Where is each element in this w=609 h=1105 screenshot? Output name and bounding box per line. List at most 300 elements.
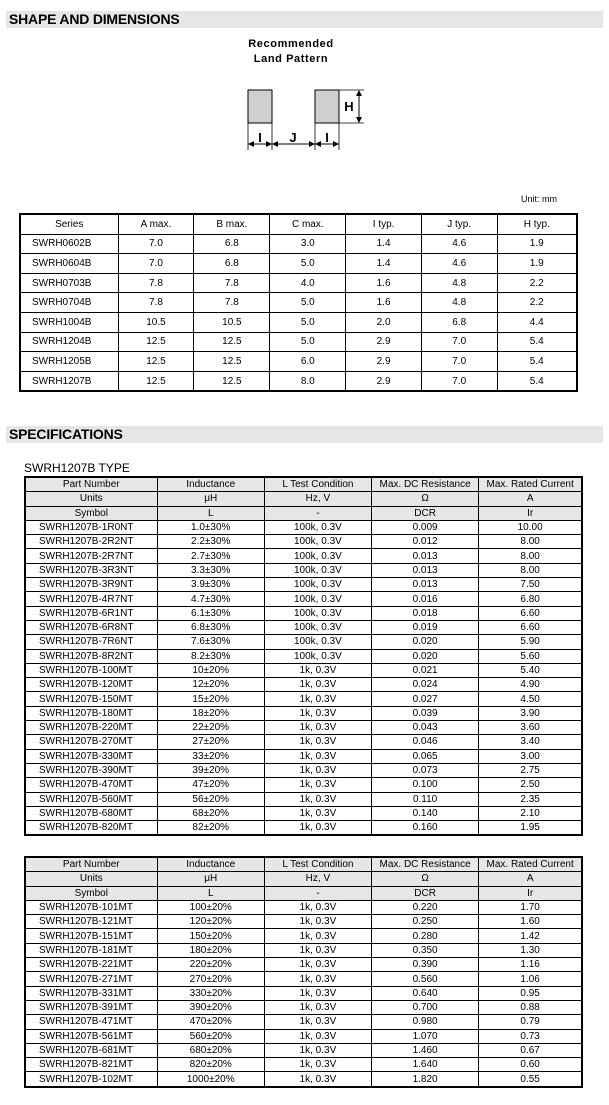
table-cell: 100k, 0.3V xyxy=(264,635,371,649)
table-cell: 680±20% xyxy=(157,1043,264,1057)
table-cell: 0.018 xyxy=(371,606,478,620)
table-cell: 2.9 xyxy=(346,332,422,352)
table-cell: 1k, 0.3V xyxy=(264,663,371,677)
table-cell: 0.95 xyxy=(479,986,582,1000)
table-cell: 100k, 0.3V xyxy=(264,620,371,634)
spec-units-row xyxy=(25,492,582,506)
col-header: Inductance xyxy=(157,477,264,492)
table-cell: 1k, 0.3V xyxy=(264,806,371,820)
table-cell: 6.0 xyxy=(270,352,346,372)
table-cell: 390±20% xyxy=(157,1000,264,1014)
table-cell: 1k, 0.3V xyxy=(264,972,371,986)
part-number-cell: SWRH1207B-2R2NT xyxy=(25,535,157,549)
table-cell: 7.6±30% xyxy=(157,635,264,649)
table-cell: 2.2 xyxy=(497,293,577,313)
dimensions-row xyxy=(20,352,577,372)
part-number-cell: SWRH1207B-101MT xyxy=(25,900,157,914)
spec-row xyxy=(25,929,582,943)
table-cell: 5.4 xyxy=(497,332,577,352)
table-cell: 5.0 xyxy=(270,312,346,332)
table-cell: 180±20% xyxy=(157,943,264,957)
spec-row xyxy=(25,535,582,549)
symbol-cell: L xyxy=(157,506,264,520)
table-cell: 0.013 xyxy=(371,563,478,577)
part-number-cell: SWRH1207B-681MT xyxy=(25,1043,157,1057)
table-cell: 5.60 xyxy=(479,649,582,663)
table-cell: 0.280 xyxy=(371,929,478,943)
table-cell: 0.640 xyxy=(371,986,478,1000)
part-number-cell: SWRH1207B-1R0NT xyxy=(25,520,157,534)
table-cell: 6.8 xyxy=(194,234,270,254)
col-header: I typ. xyxy=(346,214,422,234)
table-cell: 0.60 xyxy=(479,1058,582,1072)
units-cell: Hz, V xyxy=(264,492,371,506)
table-cell: 6.60 xyxy=(479,620,582,634)
table-cell: 1.820 xyxy=(371,1072,478,1087)
land-pattern-diagram xyxy=(236,74,366,156)
spec-row xyxy=(25,1043,582,1057)
table-cell: 0.009 xyxy=(371,520,478,534)
table-cell: 1k, 0.3V xyxy=(264,678,371,692)
spec-row xyxy=(25,1072,582,1087)
units-cell: A xyxy=(479,492,582,506)
symbol-cell: Symbol xyxy=(25,506,157,520)
part-number-cell: SWRH1207B-3R9NT xyxy=(25,578,157,592)
table-cell: 10.5 xyxy=(118,312,194,332)
table-cell: 1.95 xyxy=(479,821,582,836)
table-cell: 6.1±30% xyxy=(157,606,264,620)
table-cell: 0.013 xyxy=(371,578,478,592)
table-cell: 0.013 xyxy=(371,549,478,563)
table-cell: 0.390 xyxy=(371,958,478,972)
land-label-i-left: I xyxy=(258,130,262,145)
symbol-cell: DCR xyxy=(371,506,478,520)
table-cell: 5.0 xyxy=(270,293,346,313)
table-cell: 7.8 xyxy=(118,293,194,313)
table-cell: 1k, 0.3V xyxy=(264,1015,371,1029)
dimensions-row xyxy=(20,234,577,254)
spec-header-row xyxy=(25,857,582,872)
table-cell: 6.8 xyxy=(421,312,497,332)
table-cell: 10.00 xyxy=(479,520,582,534)
table-cell: 10.5 xyxy=(194,312,270,332)
table-cell: 1k, 0.3V xyxy=(264,1043,371,1057)
dimensions-row xyxy=(20,371,577,391)
table-cell: 1.60 xyxy=(479,915,582,929)
part-number-cell: SWRH0604B xyxy=(20,254,118,274)
table-cell: 220±20% xyxy=(157,958,264,972)
table-cell: 100k, 0.3V xyxy=(264,535,371,549)
part-number-cell: SWRH1207B-330MT xyxy=(25,749,157,763)
table-cell: 1.9 xyxy=(497,234,577,254)
table-cell: 1.070 xyxy=(371,1029,478,1043)
units-cell: Ω xyxy=(371,492,478,506)
table-cell: 8.2±30% xyxy=(157,649,264,663)
dimensions-header-row xyxy=(20,214,577,234)
land-label-h: H xyxy=(344,99,354,114)
col-header: J typ. xyxy=(421,214,497,234)
table-cell: 1k, 0.3V xyxy=(264,1000,371,1014)
col-header: H typ. xyxy=(497,214,577,234)
table-cell: 0.79 xyxy=(479,1015,582,1029)
part-number-cell: SWRH1207B-180MT xyxy=(25,706,157,720)
table-cell: 3.3±30% xyxy=(157,563,264,577)
table-cell: 4.6 xyxy=(421,234,497,254)
table-cell: 33±20% xyxy=(157,749,264,763)
table-cell: 270±20% xyxy=(157,972,264,986)
table-cell: 0.012 xyxy=(371,535,478,549)
col-header: C max. xyxy=(270,214,346,234)
units-cell: μH xyxy=(157,872,264,886)
table-cell: 7.50 xyxy=(479,578,582,592)
table-cell: 0.024 xyxy=(371,678,478,692)
land-label-i-right: I xyxy=(325,130,329,145)
part-number-cell: SWRH1207B-100MT xyxy=(25,663,157,677)
units-cell: Ω xyxy=(371,872,478,886)
col-header: Series xyxy=(20,214,118,234)
table-cell: 8.00 xyxy=(479,549,582,563)
part-number-cell: SWRH1207B-220MT xyxy=(25,721,157,735)
table-cell: 1k, 0.3V xyxy=(264,900,371,914)
spec-row xyxy=(25,792,582,806)
table-cell: 1.30 xyxy=(479,943,582,957)
part-number-cell: SWRH1207B-221MT xyxy=(25,958,157,972)
table-cell: 7.0 xyxy=(421,371,497,391)
table-cell: 100k, 0.3V xyxy=(264,520,371,534)
shape-dimensions-title: SHAPE AND DIMENSIONS xyxy=(9,11,180,27)
dimensions-row xyxy=(20,254,577,274)
table-cell: 12.5 xyxy=(118,332,194,352)
part-number-cell: SWRH1207B-7R6NT xyxy=(25,635,157,649)
table-cell: 1.460 xyxy=(371,1043,478,1057)
part-number-cell: SWRH1207B-471MT xyxy=(25,1015,157,1029)
table-cell: 1.0±30% xyxy=(157,520,264,534)
table-cell: 5.90 xyxy=(479,635,582,649)
table-cell: 6.80 xyxy=(479,592,582,606)
units-cell: μH xyxy=(157,492,264,506)
table-cell: 1.640 xyxy=(371,1058,478,1072)
table-cell: 8.00 xyxy=(479,563,582,577)
table-cell: 0.980 xyxy=(371,1015,478,1029)
table-cell: 0.700 xyxy=(371,1000,478,1014)
table-cell: 1k, 0.3V xyxy=(264,1058,371,1072)
table-cell: 12±20% xyxy=(157,678,264,692)
table-cell: 0.020 xyxy=(371,635,478,649)
part-number-cell: SWRH1207B-3R3NT xyxy=(25,563,157,577)
spec-row xyxy=(25,778,582,792)
table-cell: 0.039 xyxy=(371,706,478,720)
table-cell: 120±20% xyxy=(157,915,264,929)
table-cell: 100k, 0.3V xyxy=(264,549,371,563)
table-cell: 2.9 xyxy=(346,352,422,372)
table-cell: 1k, 0.3V xyxy=(264,958,371,972)
land-pattern-title-line1: Recommended xyxy=(248,38,334,50)
table-cell: 22±20% xyxy=(157,721,264,735)
spec-row xyxy=(25,635,582,649)
table-cell: 3.0 xyxy=(270,234,346,254)
dimensions-row xyxy=(20,312,577,332)
table-cell: 4.8 xyxy=(421,293,497,313)
table-cell: 0.046 xyxy=(371,735,478,749)
spec-row xyxy=(25,549,582,563)
table-cell: 5.40 xyxy=(479,663,582,677)
table-cell: 39±20% xyxy=(157,763,264,777)
symbol-cell: L xyxy=(157,886,264,900)
table-cell: 7.0 xyxy=(118,254,194,274)
table-cell: 4.0 xyxy=(270,273,346,293)
part-number-cell: SWRH0703B xyxy=(20,273,118,293)
part-number-cell: SWRH1207B-391MT xyxy=(25,1000,157,1014)
part-number-cell: SWRH1207B-271MT xyxy=(25,972,157,986)
table-cell: 1.4 xyxy=(346,254,422,274)
table-cell: 560±20% xyxy=(157,1029,264,1043)
part-number-cell: SWRH0704B xyxy=(20,293,118,313)
symbol-cell: DCR xyxy=(371,886,478,900)
table-cell: 27±20% xyxy=(157,735,264,749)
spec-row xyxy=(25,663,582,677)
spec-row xyxy=(25,735,582,749)
table-cell: 1k, 0.3V xyxy=(264,721,371,735)
table-cell: 1.9 xyxy=(497,254,577,274)
table-cell: 8.0 xyxy=(270,371,346,391)
part-number-cell: SWRH1207B-821MT xyxy=(25,1058,157,1072)
spec-row xyxy=(25,958,582,972)
dimensions-row xyxy=(20,293,577,313)
table-cell: 0.100 xyxy=(371,778,478,792)
part-number-cell: SWRH1207B xyxy=(20,371,118,391)
table-cell: 7.0 xyxy=(421,352,497,372)
table-cell: 8.00 xyxy=(479,535,582,549)
col-header: Inductance xyxy=(157,857,264,872)
table-cell: 3.90 xyxy=(479,706,582,720)
symbol-cell: Symbol xyxy=(25,886,157,900)
col-header: Max. Rated Current xyxy=(479,857,582,872)
col-header: Part Number xyxy=(25,857,157,872)
table-cell: 1k, 0.3V xyxy=(264,943,371,957)
dimensions-row xyxy=(20,332,577,352)
col-header: L Test Condition xyxy=(264,857,371,872)
table-cell: 4.6 xyxy=(421,254,497,274)
spec-row xyxy=(25,649,582,663)
table-cell: 2.7±30% xyxy=(157,549,264,563)
spec-row xyxy=(25,706,582,720)
table-cell: 1k, 0.3V xyxy=(264,792,371,806)
table-cell: 1.16 xyxy=(479,958,582,972)
spec-row xyxy=(25,763,582,777)
table-cell: 1k, 0.3V xyxy=(264,749,371,763)
table-cell: 6.60 xyxy=(479,606,582,620)
part-number-cell: SWRH1207B-390MT xyxy=(25,763,157,777)
table-cell: 4.90 xyxy=(479,678,582,692)
type-title: SWRH1207B TYPE xyxy=(24,461,130,475)
units-cell: Hz, V xyxy=(264,872,371,886)
part-number-cell: SWRH1207B-2R7NT xyxy=(25,549,157,563)
spec-symbol-row xyxy=(25,506,582,520)
table-cell: 1k, 0.3V xyxy=(264,915,371,929)
table-cell: 3.9±30% xyxy=(157,578,264,592)
table-cell: 1k, 0.3V xyxy=(264,778,371,792)
table-cell: 100k, 0.3V xyxy=(264,563,371,577)
part-number-cell: SWRH1207B-680MT xyxy=(25,806,157,820)
land-label-j: J xyxy=(289,130,297,145)
spec-table-1 xyxy=(24,476,583,836)
part-number-cell: SWRH1207B-150MT xyxy=(25,692,157,706)
table-cell: 1k, 0.3V xyxy=(264,821,371,836)
land-pad-left xyxy=(248,90,272,123)
table-cell: 0.021 xyxy=(371,663,478,677)
spec-symbol-row xyxy=(25,886,582,900)
symbol-cell: Ir xyxy=(479,506,582,520)
table-cell: 1k, 0.3V xyxy=(264,929,371,943)
table-cell: 2.10 xyxy=(479,806,582,820)
spec-row xyxy=(25,806,582,820)
table-cell: 7.0 xyxy=(421,332,497,352)
spec-row xyxy=(25,592,582,606)
units-cell: A xyxy=(479,872,582,886)
dimensions-table xyxy=(19,213,578,392)
spec-row xyxy=(25,915,582,929)
table-cell: 1k, 0.3V xyxy=(264,1029,371,1043)
col-header: Max. DC Resistance xyxy=(371,857,478,872)
table-cell: 1000±20% xyxy=(157,1072,264,1087)
table-cell: 2.35 xyxy=(479,792,582,806)
table-cell: 5.0 xyxy=(270,254,346,274)
part-number-cell: SWRH1207B-470MT xyxy=(25,778,157,792)
table-cell: 0.160 xyxy=(371,821,478,836)
table-cell: 2.9 xyxy=(346,371,422,391)
spec-row xyxy=(25,1029,582,1043)
table-cell: 12.5 xyxy=(194,352,270,372)
table-cell: 100k, 0.3V xyxy=(264,592,371,606)
col-header: Max. DC Resistance xyxy=(371,477,478,492)
units-cell: Units xyxy=(25,492,157,506)
spec-units-row xyxy=(25,872,582,886)
spec-row xyxy=(25,520,582,534)
table-cell: 5.4 xyxy=(497,352,577,372)
table-cell: 1.70 xyxy=(479,900,582,914)
table-cell: 470±20% xyxy=(157,1015,264,1029)
land-pattern-title-line2: Land Pattern xyxy=(253,53,329,65)
table-cell: 18±20% xyxy=(157,706,264,720)
table-cell: 5.0 xyxy=(270,332,346,352)
table-cell: 7.8 xyxy=(194,293,270,313)
table-cell: 0.016 xyxy=(371,592,478,606)
spec-row xyxy=(25,721,582,735)
part-number-cell: SWRH1207B-102MT xyxy=(25,1072,157,1087)
table-cell: 4.4 xyxy=(497,312,577,332)
table-cell: 0.350 xyxy=(371,943,478,957)
spec-row xyxy=(25,620,582,634)
table-cell: 0.220 xyxy=(371,900,478,914)
table-cell: 12.5 xyxy=(194,332,270,352)
part-number-cell: SWRH1207B-820MT xyxy=(25,821,157,836)
table-cell: 6.8±30% xyxy=(157,620,264,634)
table-cell: 2.75 xyxy=(479,763,582,777)
table-cell: 5.4 xyxy=(497,371,577,391)
table-cell: 0.140 xyxy=(371,806,478,820)
col-header: Part Number xyxy=(25,477,157,492)
table-cell: 4.8 xyxy=(421,273,497,293)
table-cell: 0.065 xyxy=(371,749,478,763)
shape-dimensions-heading xyxy=(6,11,603,28)
table-cell: 1k, 0.3V xyxy=(264,735,371,749)
table-cell: 7.0 xyxy=(118,234,194,254)
table-cell: 0.027 xyxy=(371,692,478,706)
table-cell: 100k, 0.3V xyxy=(264,606,371,620)
table-cell: 100±20% xyxy=(157,900,264,914)
table-cell: 4.7±30% xyxy=(157,592,264,606)
unit-label: Unit: mm xyxy=(521,194,557,204)
col-header: Max. Rated Current xyxy=(479,477,582,492)
table-cell: 3.00 xyxy=(479,749,582,763)
part-number-cell: SWRH1207B-270MT xyxy=(25,735,157,749)
spec-row xyxy=(25,900,582,914)
part-number-cell: SWRH1207B-560MT xyxy=(25,792,157,806)
table-cell: 56±20% xyxy=(157,792,264,806)
table-cell: 1k, 0.3V xyxy=(264,763,371,777)
spec-row xyxy=(25,606,582,620)
part-number-cell: SWRH1207B-151MT xyxy=(25,929,157,943)
table-cell: 0.250 xyxy=(371,915,478,929)
table-cell: 0.043 xyxy=(371,721,478,735)
spec-row xyxy=(25,678,582,692)
table-cell: 3.40 xyxy=(479,735,582,749)
table-cell: 2.2±30% xyxy=(157,535,264,549)
table-cell: 1k, 0.3V xyxy=(264,706,371,720)
land-pattern-title xyxy=(236,37,346,67)
spec-row xyxy=(25,692,582,706)
part-number-cell: SWRH1004B xyxy=(20,312,118,332)
col-header: L Test Condition xyxy=(264,477,371,492)
table-cell: 1.06 xyxy=(479,972,582,986)
col-header: A max. xyxy=(118,214,194,234)
symbol-cell: - xyxy=(264,886,371,900)
spec-row xyxy=(25,749,582,763)
table-cell: 10±20% xyxy=(157,663,264,677)
col-header: B max. xyxy=(194,214,270,234)
table-cell: 68±20% xyxy=(157,806,264,820)
table-cell: 0.88 xyxy=(479,1000,582,1014)
specifications-heading xyxy=(6,426,603,443)
spec-table-2 xyxy=(24,856,583,1088)
table-cell: 82±20% xyxy=(157,821,264,836)
part-number-cell: SWRH1207B-121MT xyxy=(25,915,157,929)
table-cell: 150±20% xyxy=(157,929,264,943)
land-pad-right xyxy=(315,90,339,123)
table-cell: 47±20% xyxy=(157,778,264,792)
table-cell: 6.8 xyxy=(194,254,270,274)
spec-row xyxy=(25,821,582,836)
table-cell: 820±20% xyxy=(157,1058,264,1072)
table-cell: 2.2 xyxy=(497,273,577,293)
spec-row xyxy=(25,986,582,1000)
part-number-cell: SWRH1207B-120MT xyxy=(25,678,157,692)
table-cell: 0.019 xyxy=(371,620,478,634)
table-cell: 12.5 xyxy=(118,352,194,372)
units-cell: Units xyxy=(25,872,157,886)
spec-row xyxy=(25,1000,582,1014)
symbol-cell: Ir xyxy=(479,886,582,900)
table-cell: 7.8 xyxy=(118,273,194,293)
table-cell: 3.60 xyxy=(479,721,582,735)
spec-row xyxy=(25,972,582,986)
spec-row xyxy=(25,563,582,577)
symbol-cell: - xyxy=(264,506,371,520)
dimensions-row xyxy=(20,273,577,293)
table-cell: 100k, 0.3V xyxy=(264,649,371,663)
part-number-cell: SWRH1207B-4R7NT xyxy=(25,592,157,606)
part-number-cell: SWRH1207B-181MT xyxy=(25,943,157,957)
